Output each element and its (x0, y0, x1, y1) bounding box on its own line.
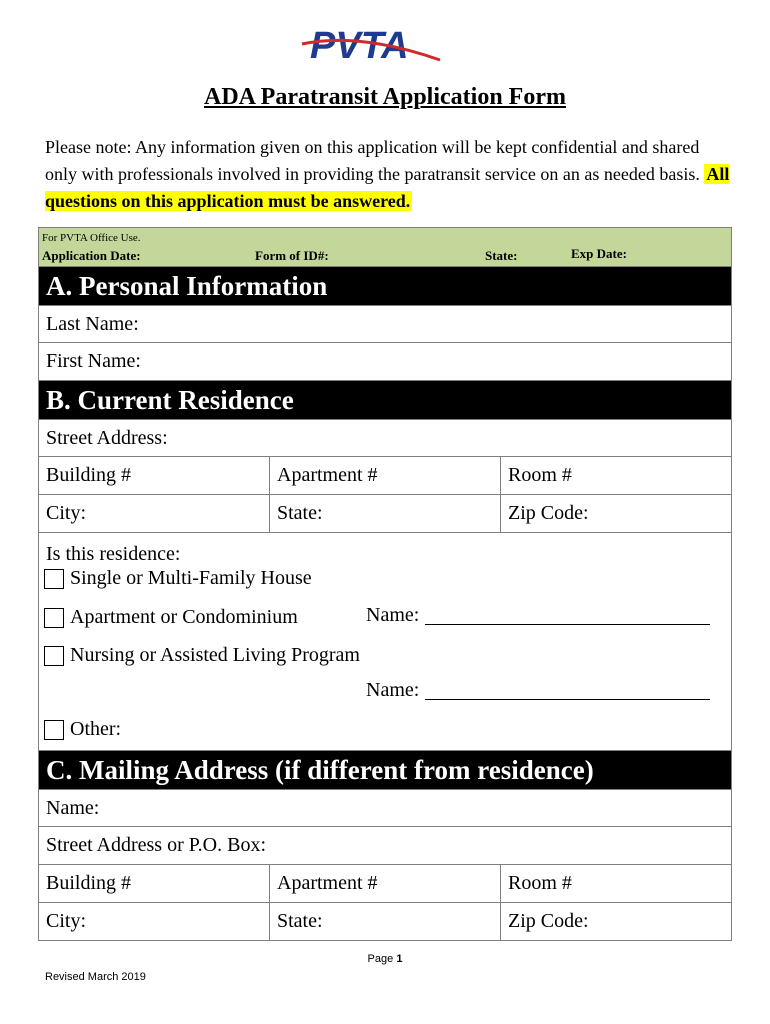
option-house[interactable] (44, 567, 312, 590)
page-title: ADA Paratransit Application Form (204, 84, 566, 110)
option-apartment[interactable] (44, 606, 298, 629)
mailing-building-field[interactable]: Building # (39, 865, 270, 902)
name-underline[interactable] (425, 606, 710, 625)
mailing-apartment-field[interactable]: Apartment # (270, 865, 501, 902)
mailing-zip-field[interactable]: Zip Code: (508, 910, 589, 932)
option-label: Single or Multi-Family House (70, 567, 312, 589)
option-nursing[interactable] (44, 644, 360, 667)
option-label: Apartment or Condominium (70, 606, 298, 628)
name-label: Name: (366, 679, 420, 701)
pvta-logo (300, 20, 445, 70)
first-name-label: First Name: (46, 350, 141, 372)
first-name-field[interactable] (38, 343, 732, 381)
office-use-bar (38, 227, 732, 267)
section-a (38, 267, 732, 941)
zip-code-field[interactable]: Zip Code: (508, 502, 589, 524)
mailing-city-row (38, 903, 732, 941)
residence-question: Is this residence: (46, 543, 181, 565)
street-address-field[interactable] (38, 419, 732, 457)
office-state-label: State: (485, 248, 518, 263)
name-label: Name: (366, 604, 420, 626)
mailing-state-field[interactable]: State: (270, 903, 501, 940)
option-other[interactable] (44, 718, 121, 741)
last-name-field[interactable] (38, 305, 732, 343)
section-a-header: A. Personal Information (38, 267, 732, 305)
residence-city-row (38, 495, 732, 533)
section-c-header: C. Mailing Address (if different from residence) (38, 751, 732, 789)
last-name-label: Last Name: (46, 312, 139, 335)
mailing-unit-row (38, 865, 732, 903)
page-number-value: 1 (396, 953, 403, 965)
form-of-id-label: Form of ID#: (255, 248, 329, 263)
street-address-label: Street Address: (46, 426, 168, 449)
option-label: Nursing or Assisted Living Program (70, 644, 360, 666)
room-field[interactable]: Room # (508, 464, 572, 486)
checkbox[interactable] (44, 569, 64, 589)
mailing-room-field[interactable]: Room # (508, 872, 572, 894)
page-number (0, 953, 770, 965)
note-paragraph (45, 134, 735, 215)
mailing-name-field[interactable] (38, 789, 732, 827)
residence-unit-row (38, 457, 732, 495)
state-field[interactable]: State: (270, 495, 501, 532)
city-field[interactable]: City: (39, 495, 270, 532)
name-underline[interactable] (425, 681, 710, 700)
note-highlight: All questions on this application must be answered. (45, 164, 730, 211)
option-label: Other: (70, 718, 122, 740)
exp-date-label: Exp Date: (571, 246, 627, 261)
building-field[interactable]: Building # (39, 457, 270, 494)
revision-note: Revised March 2019 (45, 971, 146, 983)
nursing-name-line[interactable] (366, 679, 710, 702)
office-caption: For PVTA Office Use. (42, 232, 141, 244)
mailing-street-field[interactable] (38, 827, 732, 865)
page-label: Page (367, 953, 394, 965)
apartment-name-line[interactable] (366, 604, 710, 627)
apartment-field[interactable]: Apartment # (270, 457, 501, 494)
mailing-name-label: Name: (46, 796, 100, 819)
application-date-label: Application Date: (42, 248, 141, 263)
checkbox[interactable] (44, 646, 64, 666)
checkbox[interactable] (44, 608, 64, 628)
note-text: Please note: Any information given on this application will be kept confidential and shared only with professionals involved in providing the paratransit service on an as needed basis. (45, 137, 700, 184)
residence-type-block (38, 533, 732, 751)
section-b-header: B. Current Residence (38, 381, 732, 419)
mailing-city-field[interactable]: City: (39, 903, 270, 940)
mailing-street-label: Street Address or P.O. Box: (46, 834, 266, 856)
checkbox[interactable] (44, 720, 64, 740)
logo-text: PVTA (310, 25, 409, 67)
